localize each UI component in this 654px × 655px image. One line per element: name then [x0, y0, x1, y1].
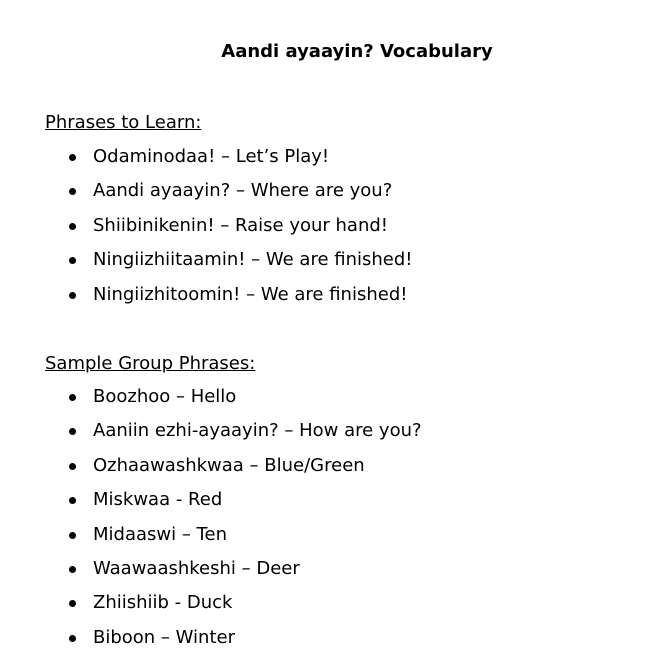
- bullet-icon: [69, 188, 76, 195]
- section-heading-sample-group-phrases: Sample Group Phrases:: [45, 353, 256, 374]
- bullet-icon: [69, 566, 76, 573]
- document-page: Aandi ayaayin? Vocabulary Phrases to Learn: Odaminodaa! – Let’s Play! Aandi ayaayin? – Where are you? Shiibinikenin! – Raise your hand! Ningiizhiitaamin! – We are finished! Ningiizhitoomin! – We are finished! Sample Group Phrases: Boozhoo – Hello Aaniin ezhi-ayaayin? – How are you? Ozhaawashkwaa – Blue/Green Miskwaa - Red Midaaswi – Ten Waawaashkeshi – Deer Zhiishiib - Duck Biboon – Winter: [0, 0, 654, 654]
- bullet-icon: [69, 223, 76, 230]
- document-title: Aandi ayaayin? Vocabulary: [221, 41, 493, 62]
- bullet-icon: [69, 154, 76, 161]
- bullet-icon: [69, 257, 76, 264]
- bullet-icon: [69, 292, 76, 299]
- bullet-icon: [69, 635, 76, 642]
- bullet-icon: [69, 394, 76, 401]
- bullet-icon: [69, 532, 76, 539]
- bullet-icon: [69, 600, 76, 607]
- bullet-icon: [69, 428, 76, 435]
- bullet-icon: [69, 463, 76, 470]
- section-heading-phrases-to-learn: Phrases to Learn:: [45, 112, 202, 133]
- bullet-icon: [69, 497, 76, 504]
